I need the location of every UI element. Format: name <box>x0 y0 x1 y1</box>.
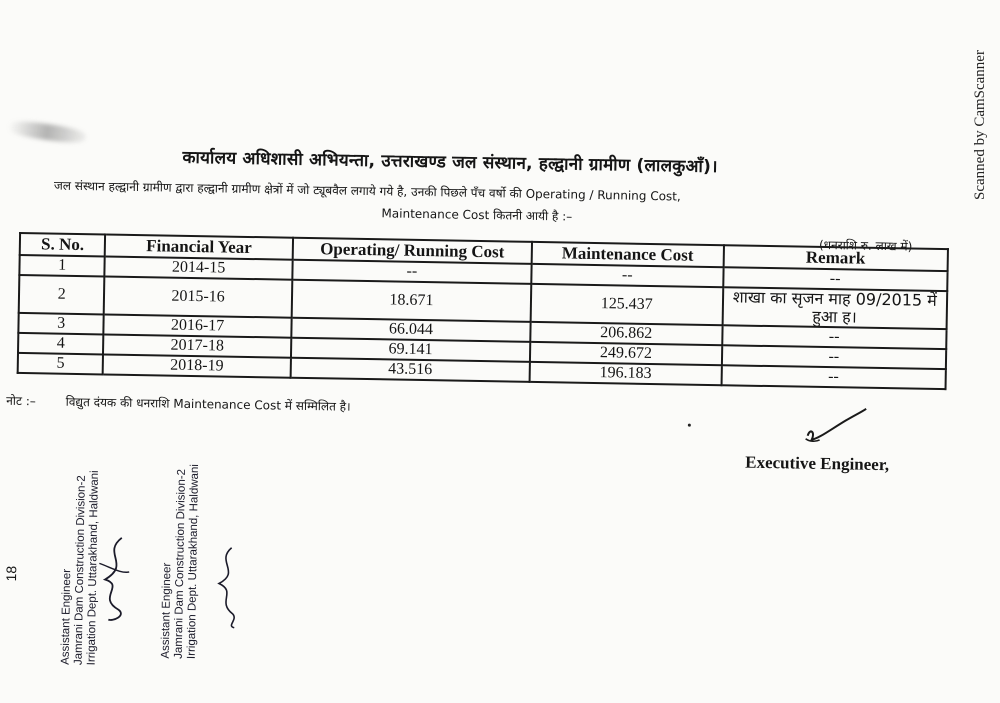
cell-maintenance: 249.672 <box>530 342 722 365</box>
page-number: 18 <box>3 565 20 582</box>
cell-remark: -- <box>721 365 946 389</box>
cell-maintenance: 206.862 <box>530 322 722 345</box>
stamp-line: Assistant Engineer <box>59 568 74 665</box>
subject-line-1: जल संस्थान हल्द्वानी ग्रामीण द्वारा हल्द्वानी ग्रामीण क्षेत्रों में जो ट्यूबवैल लगाये गये है, उनकी पिछले पँच वर्षो की Operating / Running Cost, <box>53 178 681 204</box>
assistant-engineer-signature <box>206 543 247 630</box>
footnote-label: नोट :– <box>6 393 36 409</box>
header-sno: S. No. <box>20 233 106 256</box>
cell-operating: 43.516 <box>290 358 530 382</box>
cell-year: 2017-18 <box>103 334 291 357</box>
cell-maintenance: -- <box>531 264 723 287</box>
amount-unit-note: (धनराशि रु. लाख में) <box>818 237 913 254</box>
cell-maintenance: 196.183 <box>530 362 722 385</box>
cell-year: 2015-16 <box>104 276 292 317</box>
cell-sno: 4 <box>18 333 104 354</box>
cell-remark: -- <box>723 267 948 291</box>
header-financial-year: Financial Year <box>105 234 293 259</box>
cell-operating: 66.044 <box>291 318 531 342</box>
cell-operating: 18.671 <box>291 280 531 322</box>
stamp-line: Jamrani Dam Construction Division-2 <box>172 468 189 659</box>
cell-operating: -- <box>292 260 532 284</box>
cell-sno: 5 <box>18 353 104 374</box>
executive-engineer-signature <box>799 406 870 453</box>
ink-dot <box>688 424 691 427</box>
stamp-line: Jamrani Dam Construction Division-2 <box>72 475 88 666</box>
camscanner-watermark: Scanned by CamScanner <box>972 50 988 200</box>
cell-operating: 69.141 <box>291 338 531 362</box>
cell-sno: 2 <box>19 275 105 314</box>
cell-year: 2014-15 <box>105 256 293 279</box>
cell-sno: 3 <box>18 313 104 334</box>
stamp-line: Assistant Engineer <box>159 562 174 659</box>
stamp-line: Irrigation Dept. Uttarakhand, Haldwani <box>85 470 101 666</box>
cell-maintenance: 125.437 <box>531 284 723 325</box>
header-remark: Remark <box>723 245 948 271</box>
assistant-engineer-signature <box>90 533 138 624</box>
cell-remark: शाखा का सृजन माह 09/2015 में हुआ ह। <box>722 287 947 329</box>
footnote-text: विद्युत दंयक की धनराशि Maintenance Cost में सम्मिलित है। <box>65 394 351 414</box>
stamp-line: Irrigation Dept. Uttarakhand, Haldwani <box>185 463 202 660</box>
header-maintenance-cost: Maintenance Cost <box>532 242 724 267</box>
cost-table <box>17 232 949 390</box>
assistant-engineer-stamp <box>159 463 202 660</box>
header-operating-cost: Operating/ Running Cost <box>292 238 532 264</box>
footnote <box>6 392 351 415</box>
cell-remark: -- <box>722 325 947 349</box>
cell-year: 2018-19 <box>103 354 291 377</box>
office-title: कार्यालय अधिशासी अभियन्ता, उत्तराखण्ड जल संस्थान, हल्द्वानी ग्रामीण (लालकुआँ)। <box>182 147 718 178</box>
cell-remark: -- <box>721 345 946 369</box>
cell-year: 2016-17 <box>104 314 292 337</box>
subject-line-2: Maintenance Cost कितनी आयी है :– <box>381 206 573 224</box>
signatory-designation: Executive Engineer, <box>745 452 890 475</box>
cell-sno: 1 <box>19 255 105 276</box>
